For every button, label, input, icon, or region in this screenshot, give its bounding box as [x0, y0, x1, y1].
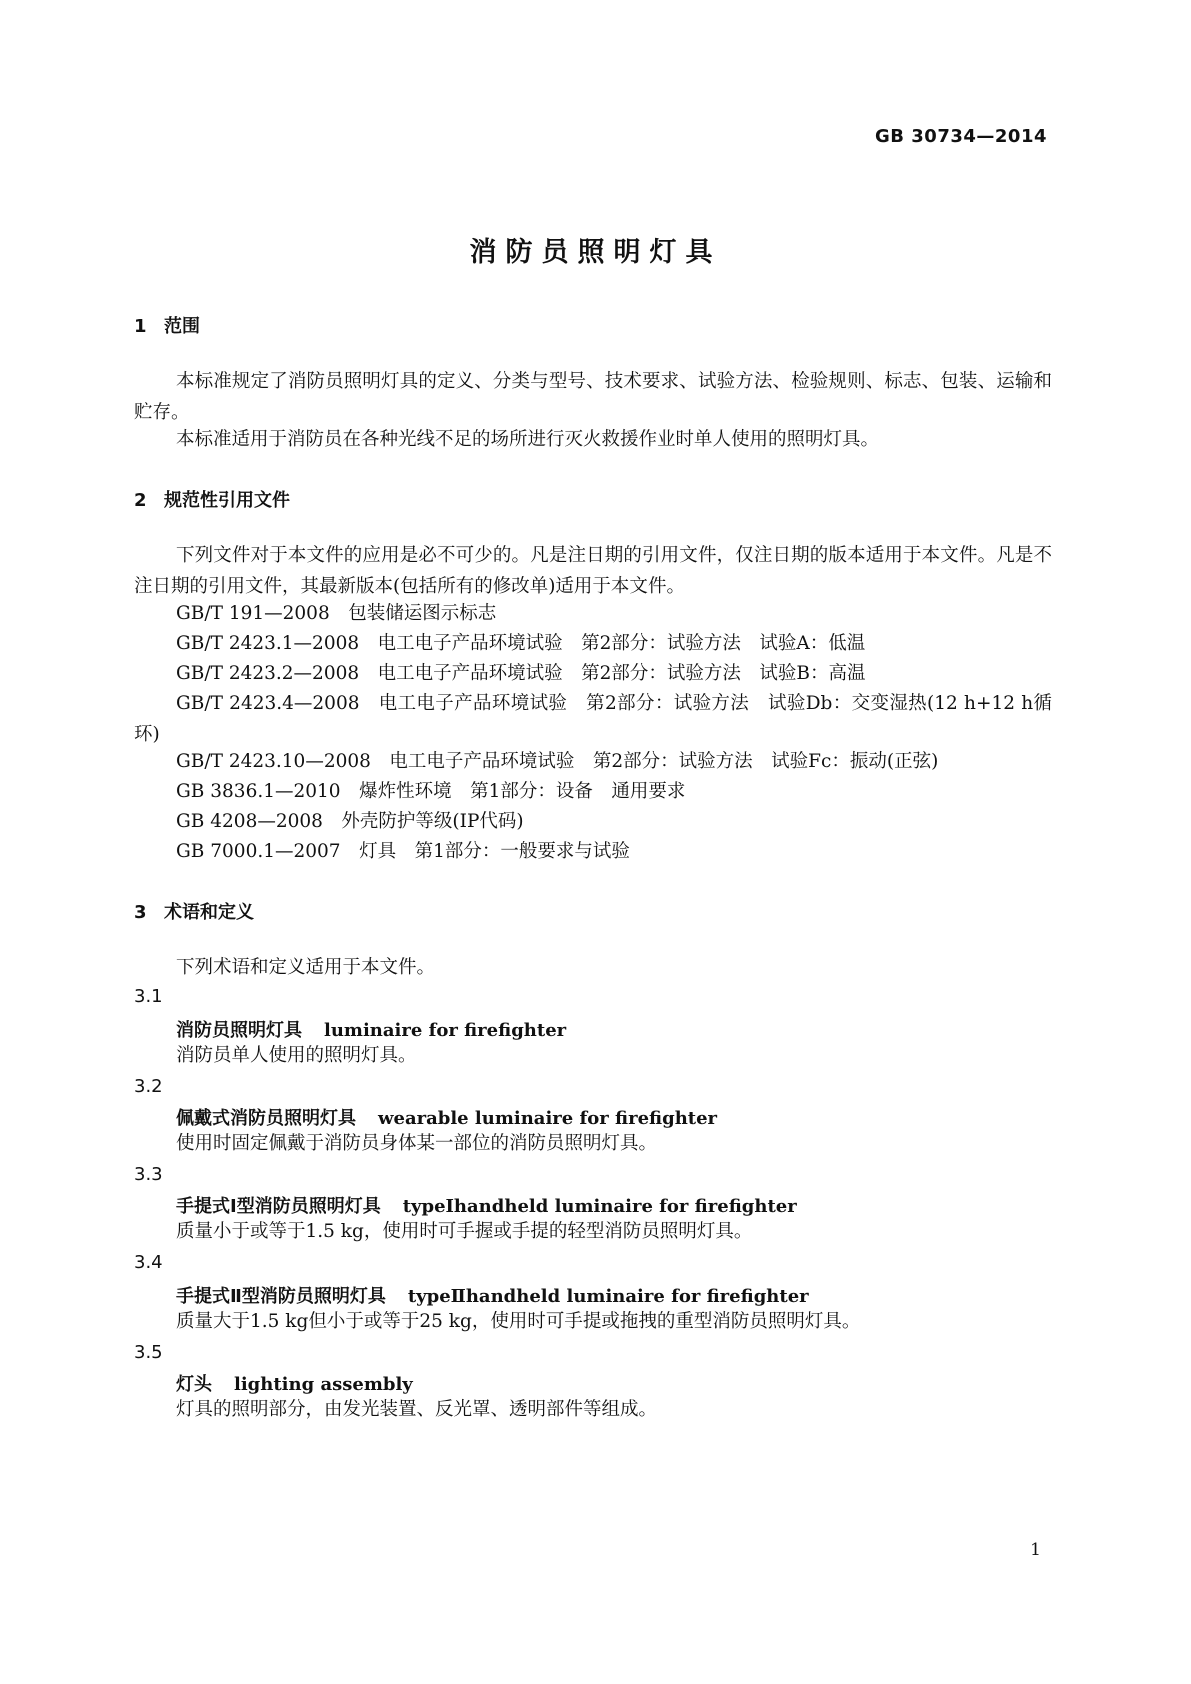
- reference-item: GB 4208—2008 外壳防护等级(IP代码): [176, 811, 524, 832]
- section-3-heading: [134, 898, 254, 924]
- section-title: 范围: [164, 316, 200, 337]
- section-1-paragraph-2: 本标准适用于消防员在各种光线不足的场所进行灭火救援作业时单人使用的照明灯具。: [176, 429, 880, 450]
- section-3-paragraph-1: 下列术语和定义适用于本文件。: [176, 957, 436, 978]
- term-heading: [176, 1370, 413, 1396]
- section-number: 3: [134, 902, 147, 923]
- term-heading: [176, 1282, 809, 1308]
- term-heading: [176, 1104, 717, 1130]
- section-2-paragraph-1: 下列文件对于本文件的应用是必不可少的。凡是注日期的引用文件，仅注日期的版本适用于本文件。凡是不注日期的引用文件，其最新版本(包括所有的修改单)适用于本文件。: [134, 545, 1052, 597]
- term-number: 3.4: [134, 1252, 163, 1273]
- section-number: 2: [134, 490, 147, 511]
- term-number: 3.1: [134, 986, 163, 1007]
- section-2-heading: [134, 486, 290, 512]
- document-code: GB 30734—2014: [875, 126, 1047, 147]
- term-definition: 质量小于或等于1.5 kg，使用时可手握或手提的轻型消防员照明灯具。: [176, 1221, 753, 1242]
- document-title: 消防员照明灯具: [469, 237, 722, 268]
- section-number: 1: [134, 316, 147, 337]
- term-english: typeⅡhandheld luminaire for firefighter: [407, 1286, 809, 1307]
- term-english: typeⅠhandheld luminaire for firefighter: [402, 1196, 797, 1217]
- term-chinese: 手提式Ⅱ型消防员照明灯具: [176, 1286, 386, 1307]
- section-title: 规范性引用文件: [164, 490, 290, 511]
- term-chinese: 消防员照明灯具: [176, 1020, 302, 1041]
- section-1-paragraph-1: 本标准规定了消防员照明灯具的定义、分类与型号、技术要求、试验方法、检验规则、标志、包装、运输和贮存。: [134, 371, 1052, 423]
- term-chinese: 手提式Ⅰ型消防员照明灯具: [176, 1196, 381, 1217]
- term-definition: 质量大于1.5 kg但小于或等于25 kg，使用时可手提或拖拽的重型消防员照明灯具。: [176, 1311, 861, 1332]
- term-heading: [176, 1192, 797, 1218]
- term-chinese: 佩戴式消防员照明灯具: [176, 1108, 356, 1129]
- term-chinese: 灯头: [176, 1374, 212, 1395]
- section-title: 术语和定义: [164, 902, 254, 923]
- reference-item: GB/T 2423.2—2008 电工电子产品环境试验 第2部分：试验方法 试验B：高温: [176, 663, 866, 684]
- reference-item: GB/T 2423.10—2008 电工电子产品环境试验 第2部分：试验方法 试验Fc：振动(正弦): [176, 751, 939, 772]
- term-english: wearable luminaire for firefighter: [378, 1108, 718, 1129]
- reference-item: GB 7000.1—2007 灯具 第1部分：一般要求与试验: [176, 841, 630, 862]
- reference-item: GB/T 2423.4—2008 电工电子产品环境试验 第2部分：试验方法 试验Db：交变湿热(12 h+12 h循环): [134, 693, 1052, 745]
- term-number: 3.2: [134, 1076, 163, 1097]
- term-definition: 消防员单人使用的照明灯具。: [176, 1045, 417, 1066]
- term-english: luminaire for firefighter: [324, 1020, 567, 1041]
- term-english: lighting assembly: [234, 1374, 413, 1395]
- term-definition: 灯具的照明部分，由发光装置、反光罩、透明部件等组成。: [176, 1399, 658, 1420]
- term-definition: 使用时固定佩戴于消防员身体某一部位的消防员照明灯具。: [176, 1133, 658, 1154]
- term-number: 3.3: [134, 1164, 163, 1185]
- reference-item: GB 3836.1—2010 爆炸性环境 第1部分：设备 通用要求: [176, 781, 686, 802]
- reference-item: GB/T 2423.1—2008 电工电子产品环境试验 第2部分：试验方法 试验A：低温: [176, 633, 866, 654]
- term-heading: [176, 1016, 566, 1042]
- term-number: 3.5: [134, 1342, 163, 1363]
- section-1-heading: [134, 312, 200, 338]
- page-number: 1: [1030, 1540, 1041, 1560]
- reference-item: GB/T 191—2008 包装储运图示标志: [176, 603, 497, 624]
